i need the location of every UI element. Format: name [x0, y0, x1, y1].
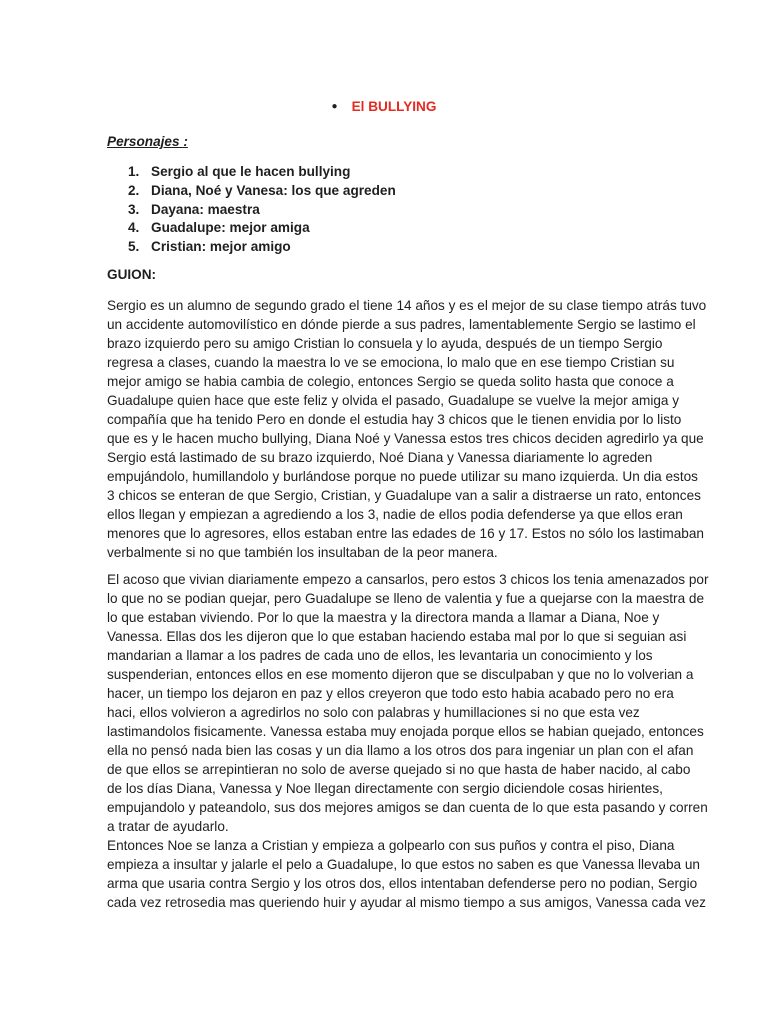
- cast-item-number: 3.: [128, 201, 140, 217]
- cast-item: [107, 238, 396, 257]
- cast-item: [107, 219, 396, 238]
- paragraph-line: de los días Diana, Vanessa y Noe llegan directamente con sergio diciendole cosas hirientes,: [107, 781, 663, 796]
- paragraph-line: 3 chicos se enteran de que Sergio, Cristian, y Guadalupe van a salir a distraerse un rato, entonces: [107, 488, 701, 503]
- paragraph-line: verbalmente si no que también los insultaban de la peor manera.: [107, 545, 498, 560]
- paragraph-line: brazo izquierdo pero su amigo Cristian lo consuela y lo ayuda, después de un tiempo Sergio: [107, 336, 663, 351]
- paragraph-line: menores que lo agresores, ellos estaban entre las edades de 16 y 17. Estos no sólo los lastimaban: [107, 526, 704, 541]
- paragraph-line: Entonces Noe se lanza a Cristian y empieza a golpearlo con sus puños y contra el piso, Diana: [107, 838, 675, 853]
- cast-item-text: Diana, Noé y Vanesa: los que agreden: [151, 182, 396, 198]
- paragraph-line: arma que usaria contra Sergio y los otros dos, ellos intentaban defenderse pero no podian, Sergio: [107, 876, 698, 891]
- cast-item: [107, 201, 396, 220]
- paragraph-line: lo que no se podian quejar, pero Guadalupe se lleno de valentia y fue a quejarse con la maestra de: [107, 591, 705, 606]
- paragraph-line: haci, ellos volvieron a agredirlos no solo con palabras y humillaciones si no que esta vez: [107, 705, 640, 720]
- paragraph-line: regresa a clases, cuando la maestra lo ve se emociona, lo malo que en ese tiempo Cristian su: [107, 355, 675, 370]
- paragraph-line: mejor amigo se habia cambia de colegio, entonces Sergio se queda solito hasta que conoce a: [107, 374, 674, 389]
- paragraph-line: El acoso que vivian diariamente empezo a cansarlos, pero estos 3 chicos los tenia amenazados por: [107, 572, 709, 587]
- paragraph-line: empujandolo y pateandolo, sus dos mejores amigos se dan cuenta de lo que esta pasando y corren: [107, 800, 708, 815]
- paragraph-line: que es y le hacen mucho bullying, Diana Noé y Vanessa estos tres chicos deciden agredirlo ya que: [107, 431, 704, 446]
- paragraph-line: empujándolo, humillandolo y burlándose porque no puede utilizar su mano izquierda. Un dia estos: [107, 469, 698, 484]
- paragraph-line: ellos llegan y empiezan a agrediendo a los 3, nadie de ellos podia defenderse ya que ellos eran: [107, 507, 683, 522]
- cast-heading: Personajes :: [107, 134, 188, 149]
- cast-item: [107, 163, 396, 182]
- paragraph-line: Guadalupe quien hace que este feliz y olvida el pasado, Guadalupe se vuelve la mejor amiga y: [107, 393, 680, 408]
- paragraph-line: empieza a insultar y jalarle el pelo a Guadalupe, lo que estos no saben es que Vanessa llevaba un: [107, 857, 700, 872]
- cast-item-number: 1.: [128, 164, 140, 179]
- paragraph-line: ella no pensó nada bien las cosas y un dia llamo a los otros dos para ingeniar un plan con el afan: [107, 743, 694, 758]
- paragraph-line: hacer, un tiempo los dejaron en paz y ellos creyeron que todo esto habia acabado pero no era: [107, 686, 674, 701]
- cast-item-number: 2.: [128, 182, 140, 198]
- paragraph-line: mandarian a llamar a los padres de cada uno de ellos, les levantaria un conocimiento y los: [107, 648, 653, 663]
- paragraph-1: [107, 296, 707, 562]
- cast-item-text: Guadalupe: mejor amiga: [151, 220, 310, 236]
- paragraph-line: lo que estaban viviendo. Por lo que la maestra y la directora manda a llamar a Diana, Noe y: [107, 610, 660, 625]
- cast-list: [107, 163, 396, 257]
- paragraph-2: [107, 570, 709, 836]
- cast-item-text: Sergio al que le hacen bullying: [151, 164, 351, 179]
- paragraph-line: Vanessa. Ellas dos les dijeron que lo que estaban haciendo estaba mal por lo que si seguian asi: [107, 629, 687, 644]
- cast-item-number: 4.: [128, 220, 140, 236]
- title-bullet: ●: [331, 101, 338, 112]
- script-heading: GUION:: [107, 267, 157, 282]
- cast-item-text: Dayana: maestra: [151, 201, 260, 217]
- cast-item-number: 5.: [128, 239, 140, 255]
- paragraph-line: Sergio está lastimado de su brazo izquierdo, Noé Diana y Vanessa diariamente lo agreden: [107, 450, 653, 465]
- cast-item: [107, 182, 396, 201]
- paragraph-line: de que ellos se arrepintieran no solo de averse quejado si no que hasta de haber nacido, al cabo: [107, 762, 691, 777]
- paragraph-line: un accidente automovilístico en dónde pierde a sus padres, lamentablemente Sergio se lastimo el: [107, 317, 696, 332]
- paragraph-line: lastimandolos fisicamente. Vanessa estaba muy enojada porque ellos se habian quejado, entonces: [107, 724, 704, 739]
- title-text: El BULLYING: [351, 99, 437, 114]
- cast-item-text: Cristian: mejor amigo: [151, 239, 291, 255]
- paragraph-line: cada vez retrosedia mas queriendo huir y ayudar al mismo tiempo a sus amigos, Vanessa cada vez: [107, 895, 706, 910]
- paragraph-line: compañía que ha tenido Pero en donde el estudia hay 3 chicos que le tienen envidia por lo listo: [107, 412, 682, 427]
- paragraph-line: a tratar de ayudarlo.: [107, 819, 229, 834]
- paragraph-line: Sergio es un alumno de segundo grado el tiene 14 años y es el mejor de su clase tiempo atrás tuvo: [107, 298, 707, 313]
- document-title: [0, 99, 768, 114]
- paragraph-line: suspenderian, entonces ellos en ese momento dijeron que se disculpaban y que no lo volverian a: [107, 667, 694, 682]
- paragraph-3: [107, 836, 706, 912]
